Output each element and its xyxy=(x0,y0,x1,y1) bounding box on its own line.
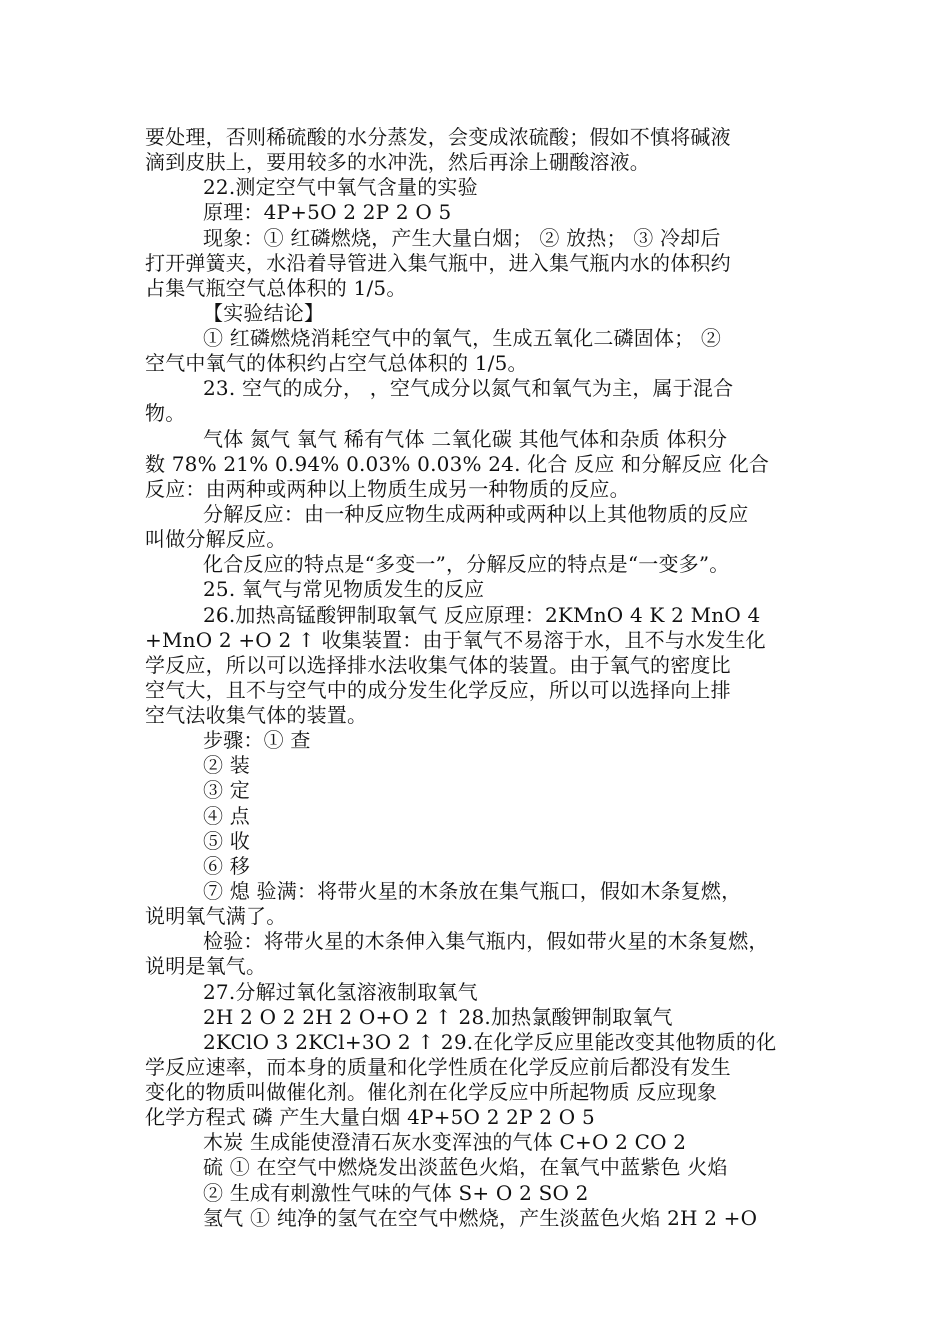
text-line: 滴到皮肤上，要用较多的水冲洗，然后再涂上硼酸溶液。 xyxy=(145,150,650,174)
text-line: 22.测定空气中氧气含量的实验 xyxy=(203,175,478,199)
text-line: 空气中氧气的体积约占空气总体积的 1/5。 xyxy=(145,351,528,375)
text-line: ① 红磷燃烧消耗空气中的氧气，生成五氧化二磷固体； ② xyxy=(203,326,722,350)
text-line: 说明是氧气。 xyxy=(145,954,267,978)
text-line: 原理：4P+5O 2 2P 2 O 5 xyxy=(203,200,452,224)
step-line: ⑦ 熄 验满：将带火星的木条放在集气瓶口，假如木条复燃， xyxy=(203,879,742,903)
text-line: 叫做分解反应。 xyxy=(145,527,287,551)
text-line: 分解反应：由一种反应物生成两种或两种以上其他物质的反应 xyxy=(203,502,749,526)
text-line: 要处理，否则稀硫酸的水分蒸发，会变成浓硫酸；假如不慎将碱液 xyxy=(145,125,731,149)
text-line: 26.加热高锰酸钾制取氧气 反应原理：2KMnO 4 K 2 MnO 4 xyxy=(203,603,761,627)
text-line: 23. 空气的成分， ，空气成分以氮气和氧气为主，属于混合 xyxy=(203,376,734,400)
step-line: ② 装 xyxy=(203,753,250,777)
text-line: +MnO 2 +O 2 ↑ 收集装置：由于氧气不易溶于水，且不与水发生化 xyxy=(145,628,766,652)
text-line: 检验：将带火星的木条伸入集气瓶内，假如带火星的木条复燃， xyxy=(203,929,769,953)
text-line: 变化的物质叫做催化剂。催化剂在化学反应中所起物质 反应现象 xyxy=(145,1080,718,1104)
text-line: 木炭 生成能使澄清石灰水变浑浊的气体 C+O 2 CO 2 xyxy=(203,1130,687,1154)
text-line: 打开弹簧夹，水沿着导管进入集气瓶中，进入集气瓶内水的体积约 xyxy=(145,251,731,275)
step-line: ⑥ 移 xyxy=(203,854,250,878)
text-line: 化合反应的特点是“多变一”，分解反应的特点是“一变多”。 xyxy=(203,552,730,576)
section-heading: 【实验结论】 xyxy=(203,301,325,325)
text-line: 空气法收集气体的装置。 xyxy=(145,703,368,727)
text-line: 27.分解过氧化氢溶液制取氧气 xyxy=(203,980,478,1004)
text-line: 2H 2 O 2 2H 2 O+O 2 ↑ 28.加热氯酸钾制取氧气 xyxy=(203,1005,673,1029)
text-line: 现象：① 红磷燃烧，产生大量白烟； ② 放热； ③ 冷却后 xyxy=(203,226,721,250)
text-line: 空气大，且不与空气中的成分发生化学反应，所以可以选择向上排 xyxy=(145,678,731,702)
text-line: 硫 ① 在空气中燃烧发出淡蓝色火焰，在氧气中蓝紫色 火焰 xyxy=(203,1155,728,1179)
text-line: 气体 氮气 氧气 稀有气体 二氧化碳 其他气体和杂质 体积分 xyxy=(203,427,728,451)
text-line: 占集气瓶空气总体积的 1/5。 xyxy=(145,276,407,300)
text-line: 数 78% 21% 0.94% 0.03% 0.03% 24. 化合 反应 和分解反应 化合 xyxy=(145,452,770,476)
text-line: 25. 氧气与常见物质发生的反应 xyxy=(203,577,485,601)
step-line: ③ 定 xyxy=(203,778,250,802)
step-line: ④ 点 xyxy=(203,804,250,828)
step-line: 步骤：① 查 xyxy=(203,728,311,752)
text-line: 2KClO 3 2KCl+3O 2 ↑ 29.在化学反应里能改变其他物质的化 xyxy=(203,1030,777,1054)
text-line: ② 生成有刺激性气味的气体 S+ O 2 SO 2 xyxy=(203,1181,589,1205)
text-line: 化学方程式 磷 产生大量白烟 4P+5O 2 2P 2 O 5 xyxy=(145,1105,595,1129)
text-line: 学反应速率，而本身的质量和化学性质在化学反应前后都没有发生 xyxy=(145,1055,731,1079)
text-line: 学反应，所以可以选择排水法收集气体的装置。由于氧气的密度比 xyxy=(145,653,731,677)
text-line: 物。 xyxy=(145,401,186,425)
text-line: 氢气 ① 纯净的氢气在空气中燃烧，产生淡蓝色火焰 2H 2 +O xyxy=(203,1206,758,1230)
step-line: ⑤ 收 xyxy=(203,829,250,853)
text-line: 反应：由两种或两种以上物质生成另一种物质的反应。 xyxy=(145,477,630,501)
text-line: 说明氧气满了。 xyxy=(145,904,287,928)
